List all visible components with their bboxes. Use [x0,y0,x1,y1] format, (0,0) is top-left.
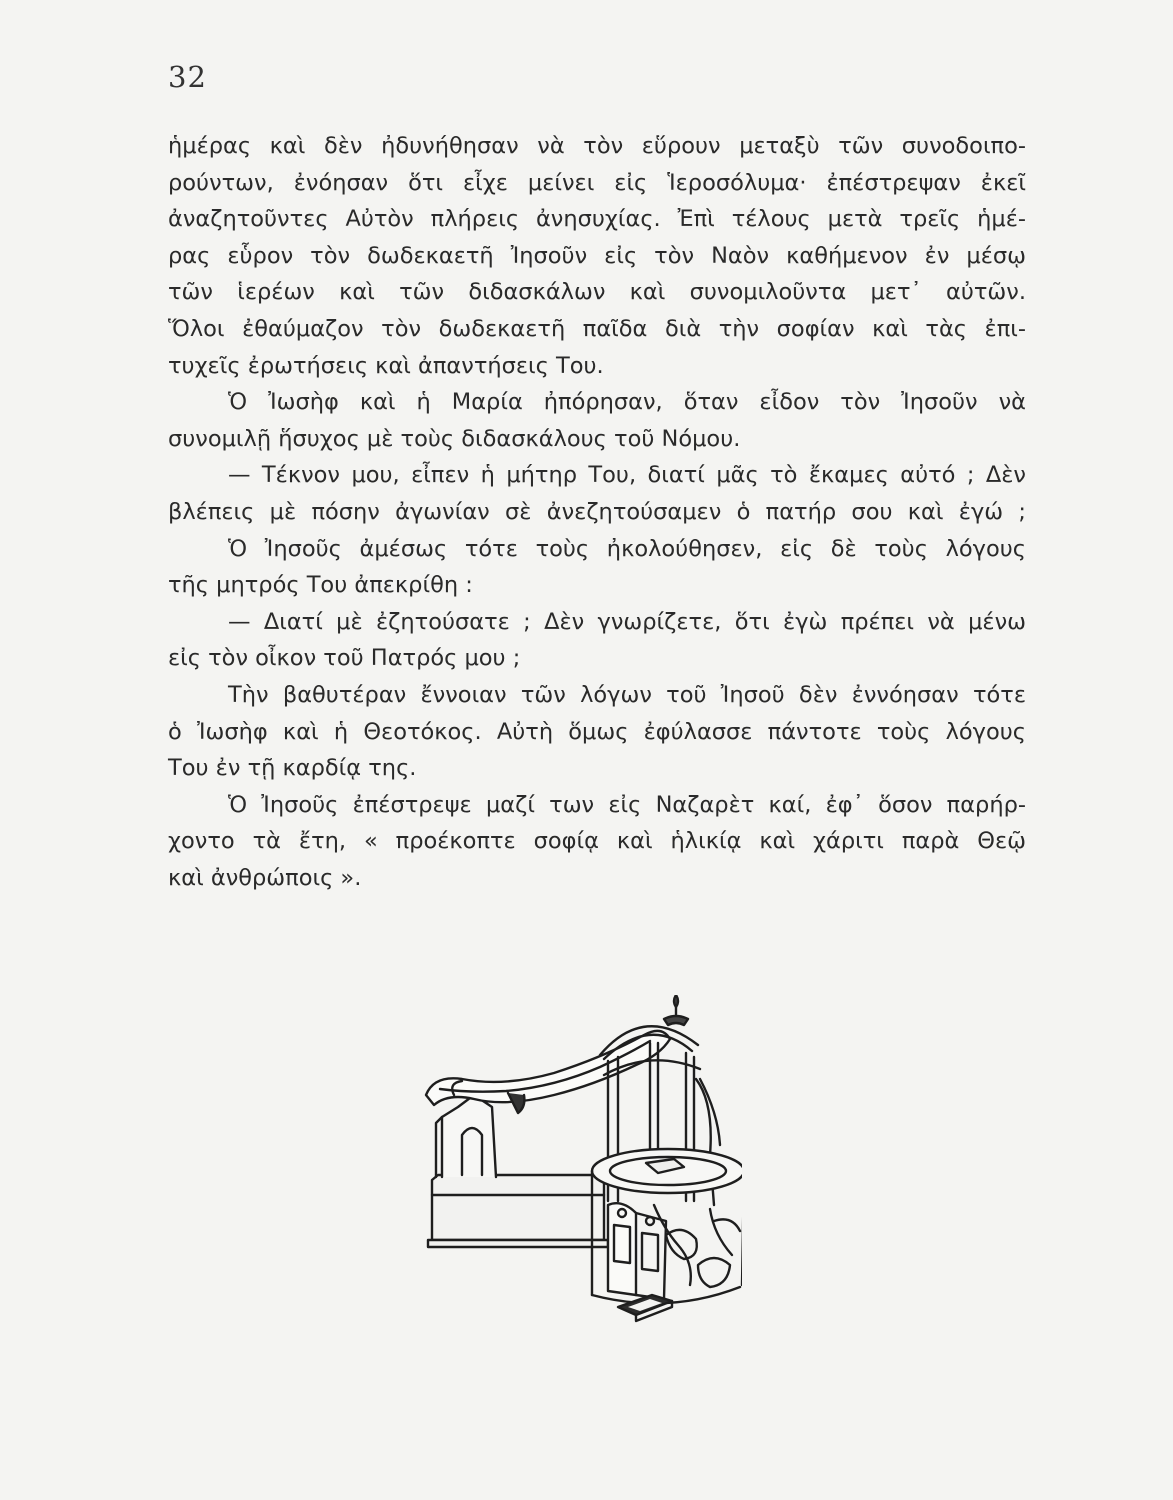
text-line: Ὁ Ἰησοῦς ἐπέστρεψε μαζί των εἰς Ναζαρὲτ καί, ἐφ᾿ ὅσον παρήρ- [228,791,1026,818]
text-line: Ὅλοι ἐθαύμαζον τὸν δωδεκαετῆ παῖδα διὰ τὴν σοφίαν καὶ τὰς ἐπι- [168,315,1026,342]
text-line: εἰς τὸν οἶκον τοῦ Πατρός μου ; [168,645,521,672]
text-line: συνομιλῇ ἥσυχος μὲ τοὺς διδασκάλους τοῦ Νόμου. [168,425,741,452]
text-line: τυχεῖς ἐρωτήσεις καὶ ἀπαντήσεις Του. [168,352,604,379]
body-text [168,128,1026,896]
text-line: καὶ ἀνθρώποις ». [168,864,362,891]
temple-altar-icon [414,995,742,1325]
text-line: χοντο τὰ ἔτη, « προέκοπτε σοφίᾳ καὶ ἡλικίᾳ καὶ χάριτι παρὰ Θεῷ [168,828,1026,855]
text-line: Τὴν βαθυτέραν ἔννοιαν τῶν λόγων τοῦ Ἰησοῦ δὲν ἐννόησαν τότε [228,681,1026,708]
text-line: — Τέκνον μου, εἶπεν ἡ μήτηρ Του, διατί μᾶς τὸ ἔκαμες αὐτό ; Δὲν [228,462,1026,489]
page-number: 32 [168,60,207,94]
text-line: τῶν ἱερέων καὶ τῶν διδασκάλων καὶ συνομιλοῦντα μετ᾿ αὐτῶν. [168,279,1026,306]
text-line: τῆς μητρός Του ἀπεκρίθη : [168,572,473,599]
text-line: ρας εὗρον τὸν δωδεκαετῆ Ἰησοῦν εἰς τὸν Ναὸν καθήμενον ἐν μέσῳ [168,242,1026,269]
text-line: ἀναζητοῦντες Αὐτὸν πλήρεις ἀνησυχίας. Ἐπὶ τέλους μετὰ τρεῖς ἡμέ- [168,206,1026,233]
text-line: Ὁ Ἰωσὴφ καὶ ἡ Μαρία ἠπόρησαν, ὅταν εἶδον τὸν Ἰησοῦν νὰ [228,389,1026,416]
text-line: ρούντων, ἐνόησαν ὅτι εἶχε μείνει εἰς Ἱεροσόλυμα· ἐπέστρεψαν ἐκεῖ [168,169,1026,196]
text-line: Ὁ Ἰησοῦς ἀμέσως τότε τοὺς ἠκολούθησεν, εἰς δὲ τοὺς λόγους [228,535,1026,562]
text-line: Του ἐν τῇ καρδίᾳ της. [168,755,417,782]
text-line: ὁ Ἰωσὴφ καὶ ἡ Θεοτόκος. Αὐτὴ ὅμως ἐφύλασσε πάντοτε τοὺς λόγους [168,718,1026,745]
text-line: βλέπεις μὲ πόσην ἀγωνίαν σὲ ἀνεζητούσαμεν ὁ πατήρ σου καὶ ἐγώ ; [168,498,1026,525]
text-line: — Διατί μὲ ἐζητούσατε ; Δὲν γνωρίζετε, ὅτι ἐγὼ πρέπει νὰ μένω [228,608,1026,635]
text-line: ἡμέρας καὶ δὲν ἠδυνήθησαν νὰ τὸν εὕρουν μεταξὺ τῶν συνοδοιπο- [168,133,1026,159]
